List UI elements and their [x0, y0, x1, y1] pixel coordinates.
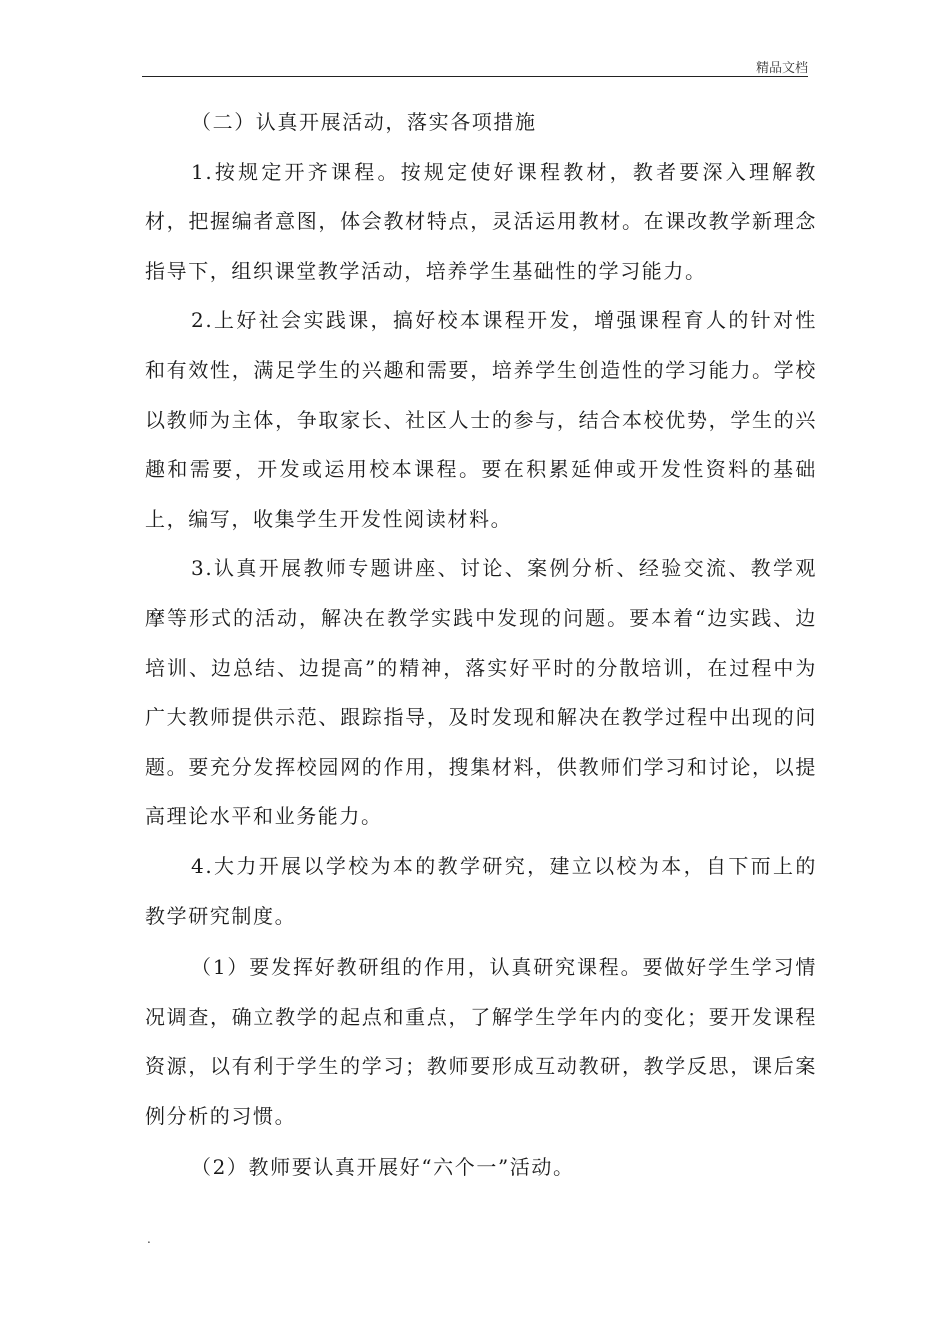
paragraph-4: 4.大力开展以学校为本的教学研究，建立以校为本，自下而上的教学研究制度。 [145, 853, 817, 928]
paragraph-5: （1）要发挥好教研组的作用，认真研究课程。要做好学生学习情况调查，确立教学的起点和重点，了解学生学年内的变化；要开发课程资源，以有利于学生的学习；教师要形成互动教研，教学反思，课后案例分析的习惯。 [145, 955, 817, 1128]
paragraph-2: 2.上好社会实践课，搞好校本课程开发，增强课程育人的针对性和有效性，满足学生的兴趣和需要，培养学生创造性的学习能力。学校以教师为主体，争取家长、社区人士的参与，结合本校优势，学生的兴趣和需要，开发或运用校本课程。要在积累延伸或开发性资料的基础上，编写，收集学生开发性阅读材料。 [145, 308, 817, 531]
paragraph-6: （2）教师要认真开展好“六个一”活动。 [191, 1155, 575, 1180]
document-body [145, 98, 817, 1193]
section-heading: （二）认真开展活动，落实各项措施 [191, 110, 537, 134]
header-divider [142, 76, 808, 77]
footer-mark: . [147, 1232, 151, 1246]
paragraph-3: 3.认真开展教师专题讲座、讨论、案例分析、经验交流、教学观摩等形式的活动，解决在教学实践中发现的问题。要本着“边实践、边培训、边总结、边提高”的精神，落实好平时的分散培训，在过程中为广大教师提供示范、跟踪指导，及时发现和解决在教学过程中出现的问题。要充分发挥校园网的作用，搜集材料，供教师们学习和讨论，以提高理论水平和业务能力。 [145, 556, 817, 829]
header-label: 精品文档 [755, 61, 808, 76]
paragraph-1: 1.按规定开齐课程。按规定使好课程教材，教者要深入理解教材，把握编者意图，体会教材特点，灵活运用教材。在课改教学新理念指导下，组织课堂教学活动，培养学生基础性的学习能力。 [145, 159, 817, 283]
